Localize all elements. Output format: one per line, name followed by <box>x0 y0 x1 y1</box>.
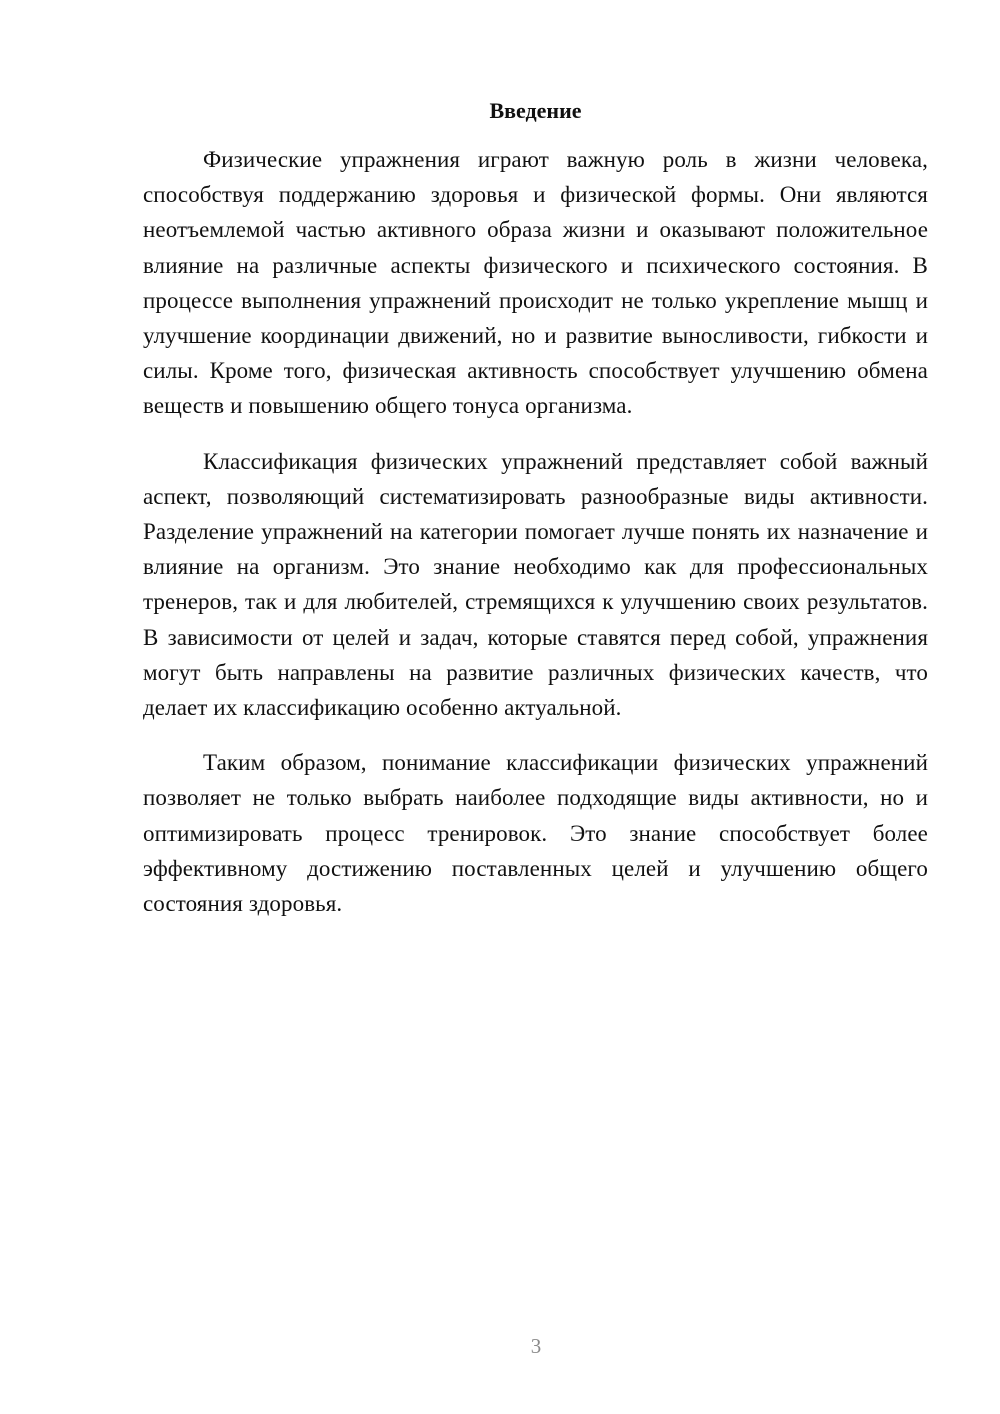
page-number: 3 <box>530 1334 542 1358</box>
paragraph-2: Классификация физических упражнений представляет собой важный аспект, позволяющий систематизировать разнообразные виды активности. Разделение упражнений на категории помогает лучше понять их назначение и влияние на организм. Это знание необходимо как для профессиональных тренеров, так и для любителей, стремящихся к улучшению своих результатов. В зависимости от целей и задач, которые ставятся перед собой, упражнения могут быть направлены на развитие различных физических качеств, что делает их классификацию особенно актуальной. <box>143 448 928 721</box>
paragraph-3: Таким образом, понимание классификации физических упражнений позволяет не только выбрать наиболее подходящие виды активности, но и оптимизировать процесс тренировок. Это знание способствует более эффективному достижению поставленных целей и улучшению общего состояния здоровья. <box>143 750 928 917</box>
body-text <box>143 142 928 941</box>
paragraph-1: Физические упражнения играют важную роль в жизни человека, способствуя поддержанию здоровья и физической формы. Они являются неотъемлемой частью активного образа жизни и оказывают положительное влияние на различные аспекты физического и психического состояния. В процессе выполнения упражнений происходит не только укрепление мышц и улучшение координации движений, но и развитие выносливости, гибкости и силы. Кроме того, физическая активность способствует улучшению обмена веществ и повышению общего тонуса организма. <box>143 147 928 419</box>
section-heading: Введение <box>489 98 582 123</box>
